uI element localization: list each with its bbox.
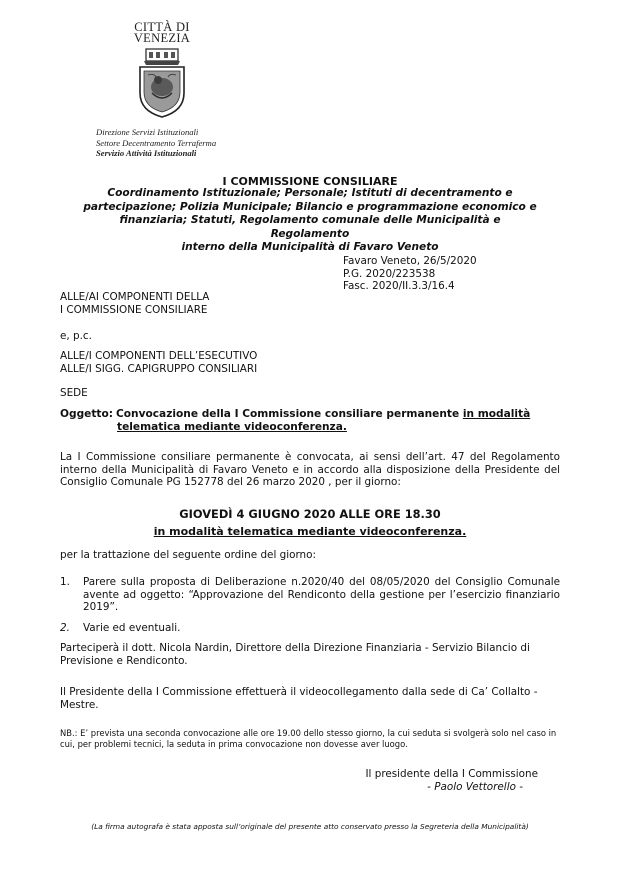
subtitle-line: finanziaria; Statuti, Regolamento comunale delle Municipalità e Regolamento (119, 214, 501, 240)
signature-role: Il presidente della I Commissione (365, 768, 538, 780)
president-paragraph: Il Presidente della I Commissione effettuerà il videocollegamento dalla sede di Ca’ Collalto - Mestre. (60, 686, 538, 711)
recipient-line: ALLE/I SIGG. CAPIGRUPPO CONSILIARI (60, 362, 258, 375)
commission-subtitle (82, 187, 538, 255)
coat-of-arms-icon (134, 47, 190, 119)
subject-block (60, 408, 560, 434)
file-reference: Fasc. 2020/II.3.3/16.4 (343, 280, 455, 292)
dept-line-1: Direzione Servizi Istituzionali (96, 127, 199, 137)
subject-text: Convocazione della I Commissione consiliare permanente (116, 408, 463, 420)
dept-line-3: Servizio Attività Istituzionali (96, 148, 197, 158)
subtitle-line: partecipazione; Polizia Municipale; Bilancio e programmazione economico e (83, 200, 537, 213)
agenda-number: 1. (60, 576, 70, 588)
meeting-date: GIOVEDÌ 4 GIUGNO 2020 ALLE ORE 18.30 (179, 507, 441, 521)
commission-title: I COMMISSIONE CONSILIARE (222, 175, 398, 188)
logo-line-2: VENEZIA (133, 31, 191, 45)
agenda-intro: per la trattazione del seguente ordine del giorno: (60, 549, 317, 561)
recipients-main (60, 291, 209, 316)
signature-block (300, 768, 538, 794)
agenda-item (60, 622, 560, 635)
city-logo (112, 22, 212, 119)
meeting-mode: in modalità telematica mediante videoconferenza. (153, 525, 467, 538)
subtitle-line: Coordinamento Istituzionale; Personale; Istituti di decentramento e (107, 187, 513, 199)
participant-paragraph: Parteciperà il dott. Nicola Nardin, Direttore della Direzione Finanziaria - Servizio Bilancio di Previsione e Rendiconto. (60, 642, 530, 667)
intro-paragraph: La I Commissione consiliare permanente è convocata, ai sensi dell’art. 47 del Regolamento interno della Municipalità di Favaro Veneto e in accordo alla disposizione della Presidente del Consiglio Comunale PG 152778 del 26 marzo 2020 , per il giorno: (60, 451, 560, 489)
recipients-cc (60, 350, 257, 375)
agenda-text: Parere sulla proposta di Deliberazione n.2020/40 del 08/05/2020 del Consiglio Comunale avente ad oggetto: “Approvazione del Rendiconto della gestione per l’esercizio finanziario 2019”. (83, 576, 560, 614)
recipient-line: I COMMISSIONE CONSILIARE (60, 303, 208, 316)
signature-name: - Paolo Vettorello - (427, 781, 523, 793)
subtitle-line: interno della Municipalità di Favaro Veneto (181, 241, 439, 253)
subject-underlined-2: telematica mediante videoconferenza. (117, 421, 347, 433)
agenda-item (60, 576, 560, 614)
protocol-block (343, 255, 477, 293)
logo-line-1: CITTÀ DI (134, 20, 190, 34)
agenda-list (60, 576, 560, 642)
subject-label: Oggetto: (60, 408, 113, 420)
protocol-number: P.G. 2020/223538 (343, 267, 436, 280)
dept-line-2: Settore Decentramento Terraferma (96, 137, 217, 148)
recipient-line: ALLE/AI COMPONENTI DELLA (60, 291, 210, 303)
footer-note: (La firma autografa è stata apposta sull’originale del presente atto conservato presso la Segreteria della Municipalità) (91, 822, 529, 831)
recipient-line: ALLE/I COMPONENTI DELL’ESECUTIVO (60, 350, 258, 362)
note-paragraph: NB.: E’ prevista una seconda convocazione alle ore 19.00 dello stesso giorno, la cui seduta si svolgerà solo nel caso in cui, per problemi tecnici, la seduta in prima convocazione non dovesse aver luogo. (60, 728, 557, 750)
agenda-number: 2. (60, 621, 70, 634)
sede-label: SEDE (60, 387, 88, 399)
department-block (96, 127, 226, 159)
subject-underlined-1: in modalità (462, 408, 531, 420)
cc-label: e, p.c. (60, 330, 92, 342)
logo-text (112, 22, 212, 44)
agenda-text: Varie ed eventuali. (83, 621, 181, 634)
place-date: Favaro Veneto, 26/5/2020 (343, 255, 477, 267)
